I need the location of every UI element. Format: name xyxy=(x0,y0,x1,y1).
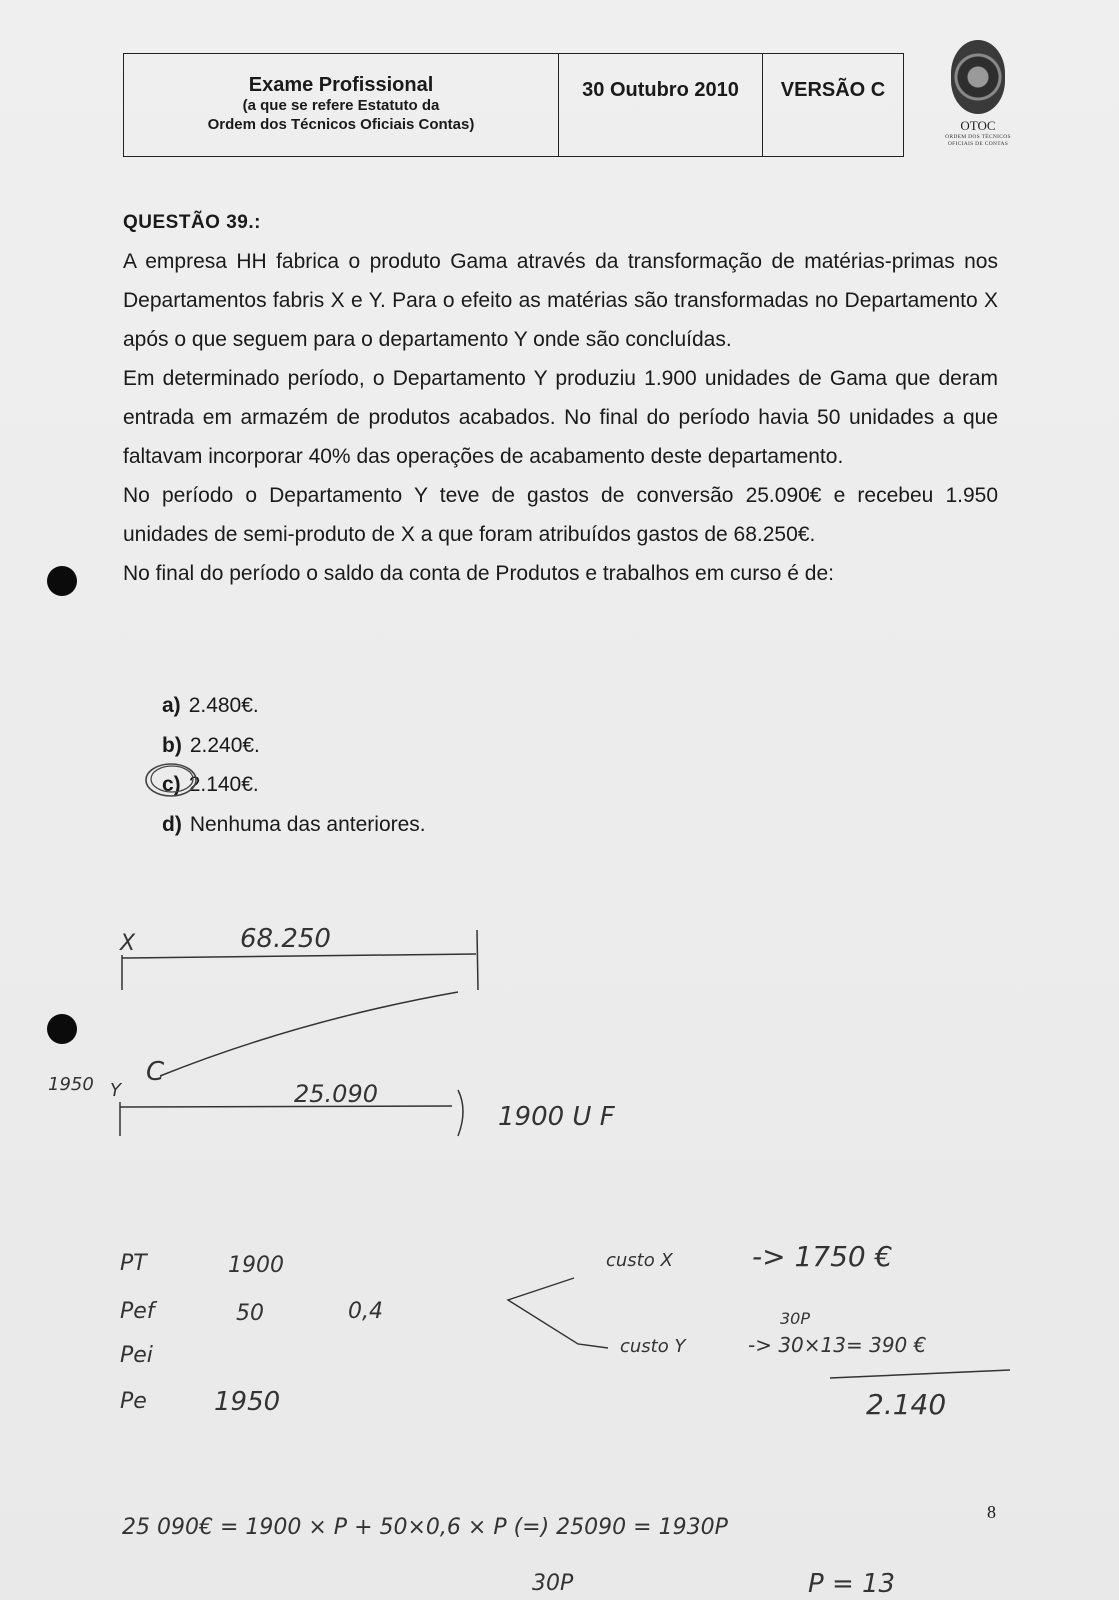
logo-name: OTOC xyxy=(960,118,996,133)
hw-stroke xyxy=(458,1090,463,1136)
hw-pef-pct: 0,4 xyxy=(348,1299,383,1324)
hw-c-mark: C xyxy=(146,1057,165,1087)
logo-line1: ORDEM DOS TÉCNICOS xyxy=(945,134,1011,140)
option-letter: a) xyxy=(162,694,181,717)
hw-pef: Pef xyxy=(120,1299,155,1324)
hw-custo-y-units: 30P xyxy=(780,1309,811,1328)
answer-circle-mark xyxy=(146,764,196,796)
hw-x-label: X xyxy=(120,931,136,956)
question-paragraph: A empresa HH fabrica o produto Gama através da transformação de matérias-primas nos Departamentos fabris X e Y. Para o efeito as matérias são transformadas no Departamento X após o que seguem para o departamento Y onde são concluídas. xyxy=(123,250,998,351)
hw-custo-x-val: -> 1750 € xyxy=(752,1240,893,1273)
hw-pt: PT xyxy=(120,1251,147,1276)
exam-subtitle-line2: Ordem dos Técnicos Oficiais Contas) xyxy=(207,116,475,133)
question-paragraph: No final do período o saldo da conta de Produtos e trabalhos em curso é de: xyxy=(123,562,834,585)
hw-total: 2.140 xyxy=(866,1388,947,1421)
exam-version: VERSÃO C xyxy=(780,79,886,101)
hw-custo-x: custo X xyxy=(606,1250,673,1271)
hw-y-units: 1950 xyxy=(48,1074,94,1095)
hw-pe-val: 1950 xyxy=(214,1387,281,1417)
hw-pef-val: 50 xyxy=(236,1301,264,1326)
answer-circle-mark xyxy=(151,766,193,792)
question-paragraph: Em determinado período, o Departamento Y produziu 1.900 unidades de Gama que deram entrada em armazém de produtos acabados. No final do período havia 50 unidades a que faltavam incorporar 40% das operações de acabamento deste departamento. xyxy=(123,367,998,468)
hw-y-output: 1900 U F xyxy=(498,1102,615,1132)
option-letter: d) xyxy=(162,812,182,836)
option-text: Nenhuma das anteriores. xyxy=(189,812,426,836)
hw-stroke xyxy=(120,1106,452,1107)
hw-pt-val: 1900 xyxy=(228,1253,284,1278)
question-title: QUESTÃO 39.: xyxy=(123,212,261,233)
hw-custo-y-val: -> 30×13= 390 € xyxy=(748,1333,927,1357)
hw-equation: 25 090€ = 1900 × P + 50×0,6 × P (=) 25090 = 1930P xyxy=(122,1515,728,1540)
option-letter: b) xyxy=(162,733,182,757)
option-text: 2.240€. xyxy=(189,733,260,757)
hw-y-label: Y xyxy=(110,1080,121,1101)
hw-x-value: 68.250 xyxy=(240,924,331,954)
exam-title: Exame Profissional xyxy=(248,74,434,96)
option-text: 2.140€. xyxy=(188,773,259,796)
hw-stroke xyxy=(122,954,476,958)
hw-stroke xyxy=(830,1370,1010,1378)
hw-pei: Pei xyxy=(120,1343,153,1368)
hw-eq-30p: 30P xyxy=(532,1571,574,1596)
option-text: 2.480€. xyxy=(188,694,259,717)
logo-line2: OFICIAIS DE CONTAS xyxy=(947,141,1009,147)
hw-result: P = 13 xyxy=(808,1569,896,1599)
hw-stroke xyxy=(508,1278,608,1348)
option-letter: c) xyxy=(162,773,181,796)
hw-stroke xyxy=(160,992,458,1076)
hw-pe: Pe xyxy=(120,1389,147,1414)
question-paragraph: No período o Departamento Y teve de gastos de conversão 25.090€ e recebeu 1.950 unidades de semi-produto de X a que foram atribuídos gastos de 68.250€. xyxy=(123,484,998,546)
hw-stroke xyxy=(477,930,478,990)
hw-custo-y: custo Y xyxy=(620,1336,686,1357)
hw-y-value: 25.090 xyxy=(294,1080,378,1108)
page-number: 8 xyxy=(987,1502,996,1522)
exam-date: 30 Outubro 2010 xyxy=(559,54,763,156)
exam-subtitle-line1: (a que se refere Estatuto da xyxy=(242,97,440,114)
